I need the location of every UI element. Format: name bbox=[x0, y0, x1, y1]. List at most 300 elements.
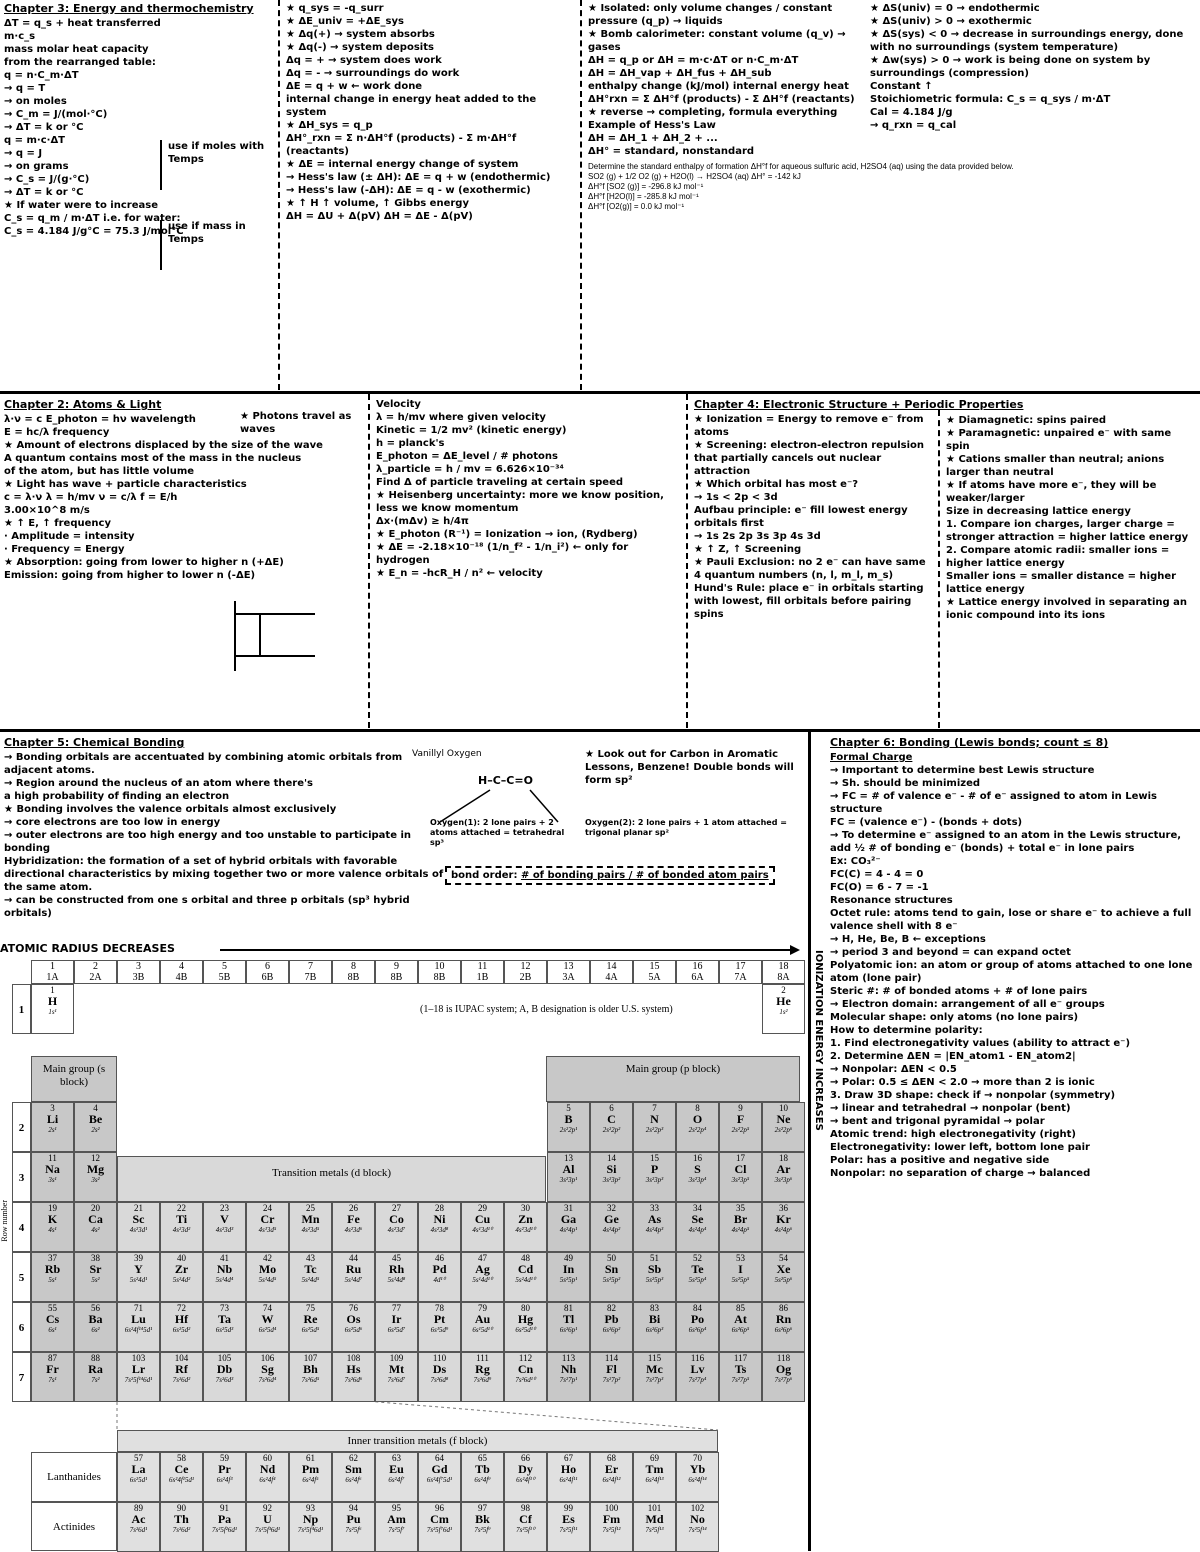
element-rh bbox=[375, 1252, 418, 1302]
electron-config: 4s²3d⁷ bbox=[387, 1226, 406, 1234]
element-cn bbox=[504, 1352, 547, 1402]
periodic-props-right-lines bbox=[946, 414, 1196, 622]
element-co bbox=[375, 1202, 418, 1252]
element-symbol: Sc bbox=[132, 1212, 145, 1226]
element-w bbox=[246, 1302, 289, 1352]
atomic-number: 116 bbox=[690, 1353, 705, 1363]
atomic-number: 114 bbox=[604, 1353, 619, 1363]
atomic-number: 11 bbox=[48, 1153, 57, 1163]
element-db bbox=[203, 1352, 246, 1402]
element-symbol: Eu bbox=[389, 1462, 404, 1476]
note-line: Resonance structures bbox=[830, 895, 953, 906]
atomic-number: 32 bbox=[607, 1203, 616, 1213]
electron-config: 5s¹4d⁴ bbox=[215, 1276, 234, 1284]
group-number: 13 bbox=[563, 961, 574, 972]
note-line: ★ ΔE = internal energy change of system bbox=[286, 159, 519, 170]
element-symbol: Pm bbox=[301, 1462, 320, 1476]
element-mo bbox=[246, 1252, 289, 1302]
iupac-note: (1–18 is IUPAC system; A, B designation is older U.S. system) bbox=[420, 1004, 673, 1015]
electron-config: 7s²5f¹⁴ bbox=[688, 1526, 707, 1534]
electron-config: 3s²3p³ bbox=[645, 1176, 664, 1184]
note-line: ★ E_n = -hcR_H / n² ← velocity bbox=[376, 568, 543, 579]
element-ra bbox=[74, 1352, 117, 1402]
element-er bbox=[590, 1452, 633, 1502]
element-fm bbox=[590, 1502, 633, 1552]
periodic-props-title: Chapter 4: Electronic Structure + Periodic Properties bbox=[694, 398, 1024, 411]
atomic-number: 76 bbox=[349, 1303, 358, 1313]
atomic-radius-label: ATOMIC RADIUS DECREASES bbox=[0, 942, 175, 955]
note-line: → on grams bbox=[4, 161, 69, 172]
atomic-number: 14 bbox=[607, 1153, 616, 1163]
element-symbol: Rg bbox=[475, 1362, 490, 1376]
note-line: ★ If water were to increase bbox=[4, 200, 158, 211]
element-symbol: Tc bbox=[304, 1262, 317, 1276]
electron-config: 4s²3d⁶ bbox=[344, 1226, 363, 1234]
typed-line: SO2 (g) + 1/2 O2 (g) + H2O(l) → H2SO4 (aq) ΔH° = -142 kJ bbox=[588, 172, 801, 181]
note-line: ★ ↑ Z, ↑ Screening bbox=[694, 544, 802, 555]
atomic-number: 51 bbox=[650, 1253, 659, 1263]
element-symbol: Tm bbox=[645, 1462, 664, 1476]
atomic-number: 100 bbox=[604, 1503, 619, 1513]
element-symbol: K bbox=[47, 1212, 58, 1226]
atomic-number: 90 bbox=[177, 1503, 186, 1513]
note-line: ΔE = q + w ← work done bbox=[286, 81, 423, 92]
element-he bbox=[762, 984, 805, 1034]
element-symbol: Lv bbox=[690, 1362, 705, 1376]
element-symbol: Nh bbox=[560, 1362, 577, 1376]
photon-wave-note: ★ Photons travel as waves bbox=[240, 411, 352, 435]
note-line: → Hess's law (± ΔH): ΔE = q + w (endothermic) bbox=[286, 172, 551, 183]
electron-config: 6s²4f¹⁴5d¹ bbox=[124, 1326, 153, 1334]
electron-config: 7s² bbox=[91, 1376, 100, 1384]
element-symbol: O bbox=[692, 1112, 703, 1126]
note-line: → q = J bbox=[4, 148, 43, 159]
element-symbol: Am bbox=[387, 1512, 406, 1526]
element-symbol: Rb bbox=[44, 1262, 61, 1276]
row-number: 5 bbox=[12, 1252, 31, 1302]
group-cas-label: 7B bbox=[304, 972, 317, 983]
electron-config: 7s²5f⁶ bbox=[345, 1526, 362, 1534]
element-c bbox=[590, 1102, 633, 1152]
atomic-number: 88 bbox=[91, 1353, 100, 1363]
lewis-section bbox=[826, 734, 1200, 1551]
element-i bbox=[719, 1252, 762, 1302]
electron-config: 6s²6p⁴ bbox=[688, 1326, 707, 1334]
group-header bbox=[461, 960, 504, 984]
element-os bbox=[332, 1302, 375, 1352]
group-header bbox=[762, 960, 805, 984]
group-cas-label: 8B bbox=[390, 972, 403, 983]
thermo-left-lines bbox=[4, 17, 272, 238]
element-symbol: Ag bbox=[475, 1262, 490, 1276]
atomic-number: 2 bbox=[781, 985, 786, 995]
electron-config: 6s²6p³ bbox=[645, 1326, 664, 1334]
note-line: Aufbau principle: e⁻ fill lowest energy orbitals first bbox=[694, 505, 908, 529]
note-line: internal change in energy heat added to the system bbox=[286, 94, 537, 118]
element-symbol: Hf bbox=[174, 1312, 189, 1326]
element-symbol: Nd bbox=[259, 1462, 276, 1476]
electron-config: 7s²5f⁷ bbox=[388, 1526, 405, 1534]
electron-config: 5s¹4d⁸ bbox=[387, 1276, 406, 1284]
note-line: a high probability of finding an electron bbox=[4, 791, 230, 802]
note-line: 3.00×10^8 m/s bbox=[4, 505, 90, 516]
note-line: c = λ·ν λ = h/mv ν = c/λ f = E/h bbox=[4, 492, 178, 503]
element-symbol: Ru bbox=[345, 1262, 362, 1276]
element-ce bbox=[160, 1452, 203, 1502]
element-tl bbox=[547, 1302, 590, 1352]
group-cas-label: 5A bbox=[648, 972, 661, 983]
electron-config: 7s²5f¹¹ bbox=[559, 1526, 578, 1534]
atomic-number: 60 bbox=[263, 1453, 272, 1463]
element-symbol: Ca bbox=[88, 1212, 103, 1226]
element-symbol: I bbox=[738, 1262, 743, 1276]
group-header bbox=[590, 960, 633, 984]
note-line: Example of Hess's Law bbox=[588, 120, 716, 131]
note-line: ★ Ionization = Energy to remove e⁻ from atoms bbox=[694, 414, 924, 438]
group-cas-label: 4B bbox=[175, 972, 188, 983]
element-tc bbox=[289, 1252, 332, 1302]
element-symbol: Rh bbox=[388, 1262, 405, 1276]
atomic-number: 46 bbox=[435, 1253, 444, 1263]
element-cf bbox=[504, 1502, 547, 1552]
group-number: 1 bbox=[50, 961, 55, 972]
element-sr bbox=[74, 1252, 117, 1302]
element-symbol: Br bbox=[733, 1212, 748, 1226]
group-number: 17 bbox=[735, 961, 746, 972]
note-line: 2. Compare atomic radii: smaller ions = higher lattice energy bbox=[946, 545, 1170, 569]
electron-config: 7s²6d⁸ bbox=[430, 1376, 449, 1384]
element-symbol: Zn bbox=[518, 1212, 533, 1226]
element-symbol: Te bbox=[691, 1262, 704, 1276]
atomic-number: 35 bbox=[736, 1203, 745, 1213]
electron-config: 5s²5p⁶ bbox=[774, 1276, 793, 1284]
electron-config: 6s²5d⁶ bbox=[344, 1326, 363, 1334]
element-symbol: Ac bbox=[131, 1512, 146, 1526]
atoms-mid-lines bbox=[376, 398, 680, 580]
atomic-number: 57 bbox=[134, 1453, 143, 1463]
element-no bbox=[676, 1502, 719, 1552]
note-line: 3. Draw 3D shape: check if → nonpolar (symmetry) bbox=[830, 1090, 1116, 1101]
note-line: ΔH°_rxn = Σ n·ΔH°f (products) - Σ m·ΔH°f (reactants) bbox=[286, 133, 517, 157]
bond-order-formula: # of bonding pairs / # of bonded atom pairs bbox=[520, 870, 769, 881]
note-line: ★ Δw(sys) > 0 → work is being done on system by surroundings (compression) bbox=[870, 55, 1151, 79]
element-symbol: S bbox=[694, 1162, 701, 1176]
element-symbol: P bbox=[650, 1162, 659, 1176]
electron-config: 4s²4p¹ bbox=[559, 1226, 578, 1234]
element-v bbox=[203, 1202, 246, 1252]
note-line: Molecular shape: only atoms (no lone pairs) bbox=[830, 1012, 1079, 1023]
element-tb bbox=[461, 1452, 504, 1502]
electron-config: 6s²4f⁶ bbox=[345, 1476, 362, 1484]
element-symbol: Fr bbox=[46, 1362, 59, 1376]
thermo-mid-section bbox=[282, 0, 578, 390]
group-header bbox=[719, 960, 762, 984]
atomic-number: 110 bbox=[432, 1353, 447, 1363]
electron-config: 2s²2p⁴ bbox=[688, 1126, 707, 1134]
element-lr bbox=[117, 1352, 160, 1402]
note-line: λ = h/mv where given velocity bbox=[376, 412, 546, 423]
note-line: ★ Bonding involves the valence orbitals almost exclusively bbox=[4, 804, 337, 815]
note-line: ★ reverse → completing, formula everything bbox=[588, 107, 838, 118]
element-symbol: Ni bbox=[433, 1212, 446, 1226]
element-cm bbox=[418, 1502, 461, 1552]
divider-atoms-2 bbox=[686, 394, 688, 728]
note-line: ★ Light has wave + particle characteristics bbox=[4, 479, 247, 490]
element-rg bbox=[461, 1352, 504, 1402]
thermo-mid-lines bbox=[286, 2, 574, 223]
atomic-number: 55 bbox=[48, 1303, 57, 1313]
energy-level-diagram bbox=[230, 596, 320, 676]
electron-config: 1s¹ bbox=[48, 1008, 57, 1016]
electron-config: 4s²4p⁵ bbox=[731, 1226, 750, 1234]
element-y bbox=[117, 1252, 160, 1302]
note-line: → q = T bbox=[4, 83, 46, 94]
element-symbol: Dy bbox=[518, 1462, 533, 1476]
atomic-number: 92 bbox=[263, 1503, 272, 1513]
group-cas-label: 2A bbox=[89, 972, 102, 983]
element-sb bbox=[633, 1252, 676, 1302]
element-ge bbox=[590, 1202, 633, 1252]
atomic-number: 94 bbox=[349, 1503, 358, 1513]
element-ga bbox=[547, 1202, 590, 1252]
atomic-number: 56 bbox=[91, 1303, 100, 1313]
atomic-number: 58 bbox=[177, 1453, 186, 1463]
row-number: 2 bbox=[12, 1102, 31, 1152]
atomic-number: 75 bbox=[306, 1303, 315, 1313]
electron-config: 6s²6p² bbox=[602, 1326, 621, 1334]
electron-config: 4s²4p² bbox=[602, 1226, 621, 1234]
note-line: Ex: CO₃²⁻ bbox=[830, 856, 881, 867]
group-cas-label: 8A bbox=[777, 972, 790, 983]
element-symbol: Md bbox=[645, 1512, 664, 1526]
electron-config: 7s²7p² bbox=[602, 1376, 621, 1384]
element-np bbox=[289, 1502, 332, 1552]
element-pr bbox=[203, 1452, 246, 1502]
element-pt bbox=[418, 1302, 461, 1352]
element-mt bbox=[375, 1352, 418, 1402]
electron-config: 6s²5d⁴ bbox=[258, 1326, 277, 1334]
row-number: 1 bbox=[12, 984, 31, 1034]
element-symbol: Ne bbox=[776, 1112, 791, 1126]
note-line: C_s = q_m / m·ΔT i.e. for water: bbox=[4, 213, 181, 224]
lewis-title: Chapter 6: Bonding (Lewis bonds; count ≤ 8) bbox=[830, 736, 1109, 749]
atomic-number: 19 bbox=[48, 1203, 57, 1213]
element-symbol: Cr bbox=[260, 1212, 275, 1226]
note-line: → Important to determine best Lewis structure bbox=[830, 765, 1095, 776]
element-symbol: U bbox=[263, 1512, 272, 1526]
element-ts bbox=[719, 1352, 762, 1402]
element-symbol: V bbox=[220, 1212, 229, 1226]
note-line: Emission: going from higher to lower n (-ΔE) bbox=[4, 570, 256, 581]
note-line: 1. Find electronegativity values (ability to attract e⁻) bbox=[830, 1038, 1131, 1049]
element-k bbox=[31, 1202, 74, 1252]
group-header bbox=[31, 960, 74, 984]
electron-config: 6s²5d¹⁰ bbox=[515, 1326, 536, 1334]
electron-config: 3s²3p⁶ bbox=[774, 1176, 793, 1184]
atomic-number: 10 bbox=[779, 1103, 788, 1113]
group-number: 4 bbox=[179, 961, 184, 972]
element-au bbox=[461, 1302, 504, 1352]
group-number: 14 bbox=[606, 961, 617, 972]
element-symbol: Pd bbox=[432, 1262, 447, 1276]
atomic-number: 107 bbox=[303, 1353, 318, 1363]
electron-config: 6s² bbox=[91, 1326, 100, 1334]
element-ca bbox=[74, 1202, 117, 1252]
atomic-number: 95 bbox=[392, 1503, 401, 1513]
atomic-number: 42 bbox=[263, 1253, 272, 1263]
element-gd bbox=[418, 1452, 461, 1502]
element-symbol: Yb bbox=[689, 1462, 706, 1476]
note-line: → ΔT = k or °C bbox=[4, 187, 84, 198]
electron-config: 7s²6d⁴ bbox=[258, 1376, 277, 1384]
element-b bbox=[547, 1102, 590, 1152]
electron-config: 4s²3d⁵ bbox=[301, 1226, 320, 1234]
element-s bbox=[676, 1152, 719, 1202]
note-line: ★ Which orbital has most e⁻? bbox=[694, 479, 859, 490]
group-cas-label: 4A bbox=[605, 972, 618, 983]
element-symbol: Pt bbox=[433, 1312, 446, 1326]
note-line: → Electron domain: arrangement of all e⁻ groups bbox=[830, 999, 1105, 1010]
note-line: q = n·C_m·ΔT bbox=[4, 70, 79, 81]
note-line: ★ ΔS(univ) > 0 → exothermic bbox=[870, 16, 1032, 27]
group-number: 9 bbox=[394, 961, 399, 972]
atomic-number: 78 bbox=[435, 1303, 444, 1313]
element-es bbox=[547, 1502, 590, 1552]
element-th bbox=[160, 1502, 203, 1552]
electron-config: 5s²5p⁴ bbox=[688, 1276, 707, 1284]
element-ti bbox=[160, 1202, 203, 1252]
note-line: → on moles bbox=[4, 96, 67, 107]
atomic-number: 113 bbox=[561, 1353, 576, 1363]
note-line: ★ Screening: electron-electron repulsion that partially cancels out nuclear attraction bbox=[694, 440, 925, 477]
note-line: Smaller ions = smaller distance = higher lattice energy bbox=[946, 571, 1177, 595]
element-nh bbox=[547, 1352, 590, 1402]
atomic-number: 73 bbox=[220, 1303, 229, 1313]
atomic-number: 43 bbox=[306, 1253, 315, 1263]
group-cas-label: 5B bbox=[218, 972, 231, 983]
atomic-number: 49 bbox=[564, 1253, 573, 1263]
atomic-number: 33 bbox=[650, 1203, 659, 1213]
element-symbol: Be bbox=[88, 1112, 103, 1126]
atomic-number: 41 bbox=[220, 1253, 229, 1263]
electron-config: 7s²7p¹ bbox=[559, 1376, 578, 1384]
actinides-label: Actinides bbox=[31, 1502, 117, 1551]
element-symbol: Cd bbox=[517, 1262, 534, 1276]
element-ag bbox=[461, 1252, 504, 1302]
atomic-number: 89 bbox=[134, 1503, 143, 1513]
element-ba bbox=[74, 1302, 117, 1352]
atomic-number: 91 bbox=[220, 1503, 229, 1513]
group-number: 18 bbox=[778, 961, 789, 972]
element-symbol: Mo bbox=[258, 1262, 277, 1276]
electron-config: 6s²5d⁷ bbox=[387, 1326, 406, 1334]
group-cas-label: 2B bbox=[519, 972, 532, 983]
periodic-props-section bbox=[690, 396, 1024, 728]
note-line: ΔH = ΔH_1 + ΔH_2 + ... bbox=[588, 133, 718, 144]
element-symbol: Og bbox=[775, 1362, 792, 1376]
atomic-number: 82 bbox=[607, 1303, 616, 1313]
atomic-number: 59 bbox=[220, 1453, 229, 1463]
electron-config: 7s²6d² bbox=[172, 1526, 191, 1534]
note-line: ★ ΔH_sys = q_p bbox=[286, 120, 373, 131]
element-symbol: Bh bbox=[303, 1362, 318, 1376]
element-bk bbox=[461, 1502, 504, 1552]
atomic-number: 106 bbox=[260, 1353, 275, 1363]
typed-line: ΔH°f [O2(g)] = 0.0 kJ mol⁻¹ bbox=[588, 202, 685, 211]
note-line: λ_particle = h / mv = 6.626×10⁻³⁴ bbox=[376, 464, 564, 475]
element-ar bbox=[762, 1152, 805, 1202]
typed-line: ΔH°f [SO2 (g)] = -296.8 kJ mol⁻¹ bbox=[588, 182, 704, 191]
divider-row-2 bbox=[0, 729, 1200, 732]
atomic-number: 54 bbox=[779, 1253, 788, 1263]
element-symbol: Mt bbox=[388, 1362, 405, 1376]
element-symbol: Ds bbox=[432, 1362, 447, 1376]
atomic-number: 20 bbox=[91, 1203, 100, 1213]
electron-config: 6s²4f¹¹ bbox=[559, 1476, 578, 1484]
note-line: Hund's Rule: place e⁻ in orbitals starting with lowest, fill orbitals before pairing spins bbox=[694, 583, 924, 620]
element-symbol: Xe bbox=[776, 1262, 791, 1276]
electron-config: 6s²4f⁵ bbox=[302, 1476, 319, 1484]
aromatic-note: ★ Look out for Carbon in Aromatic Lessons, Benzene! Double bonds will form sp² bbox=[585, 749, 794, 786]
note-line: Atomic trend: high electronegativity (right) bbox=[830, 1129, 1077, 1140]
element-symbol: Pr bbox=[218, 1462, 231, 1476]
atomic-number: 86 bbox=[779, 1303, 788, 1313]
electron-config: 7s²6d⁹ bbox=[473, 1376, 492, 1384]
electron-config: 2s²2p³ bbox=[645, 1126, 664, 1134]
atomic-number: 39 bbox=[134, 1253, 143, 1263]
note-line: → q_rxn = q_cal bbox=[870, 120, 957, 131]
electron-config: 7s²6d⁵ bbox=[301, 1376, 320, 1384]
element-symbol: C bbox=[607, 1112, 616, 1126]
element-symbol: Fl bbox=[606, 1362, 617, 1376]
element-symbol: Ti bbox=[175, 1212, 188, 1226]
atomic-number: 15 bbox=[650, 1153, 659, 1163]
element-symbol: Db bbox=[216, 1362, 233, 1376]
atomic-number: 50 bbox=[607, 1253, 616, 1263]
group-header bbox=[504, 960, 547, 984]
note-line: ★ Amount of electrons displaced by the size of the wave bbox=[4, 440, 323, 451]
divider-atoms-3 bbox=[938, 410, 940, 728]
element-symbol: Ar bbox=[776, 1162, 791, 1176]
electron-config: 5s²5p¹ bbox=[559, 1276, 578, 1284]
electron-config: 7s²5f¹² bbox=[602, 1526, 621, 1534]
electron-config: 4s²4p⁴ bbox=[688, 1226, 707, 1234]
element-symbol: No bbox=[690, 1512, 705, 1526]
element-pm bbox=[289, 1452, 332, 1502]
atomic-number: 112 bbox=[518, 1353, 533, 1363]
element-ta bbox=[203, 1302, 246, 1352]
element-li bbox=[31, 1102, 74, 1152]
element-cr bbox=[246, 1202, 289, 1252]
divider-thermo-2 bbox=[580, 0, 582, 390]
electron-config: 2s²2p¹ bbox=[559, 1126, 578, 1134]
note-line: · Frequency = Energy bbox=[4, 544, 125, 555]
electron-config: 4s¹3d¹⁰ bbox=[472, 1226, 493, 1234]
atomic-number: 17 bbox=[736, 1153, 745, 1163]
atomic-number: 62 bbox=[349, 1453, 358, 1463]
note-line: → ΔT = k or °C bbox=[4, 122, 84, 133]
electron-config: 6s²4f⁹ bbox=[474, 1476, 491, 1484]
atomic-number: 37 bbox=[48, 1253, 57, 1263]
note-line: → period 3 and beyond = can expand octet bbox=[830, 947, 1071, 958]
row-number: 6 bbox=[12, 1302, 31, 1352]
element-be bbox=[74, 1102, 117, 1152]
element-br bbox=[719, 1202, 762, 1252]
note-line: → Bonding orbitals are accentuated by combining atomic orbitals from adjacent atoms. bbox=[4, 752, 403, 776]
element-ru bbox=[332, 1252, 375, 1302]
element-symbol: Hg bbox=[517, 1312, 534, 1326]
element-re bbox=[289, 1302, 332, 1352]
